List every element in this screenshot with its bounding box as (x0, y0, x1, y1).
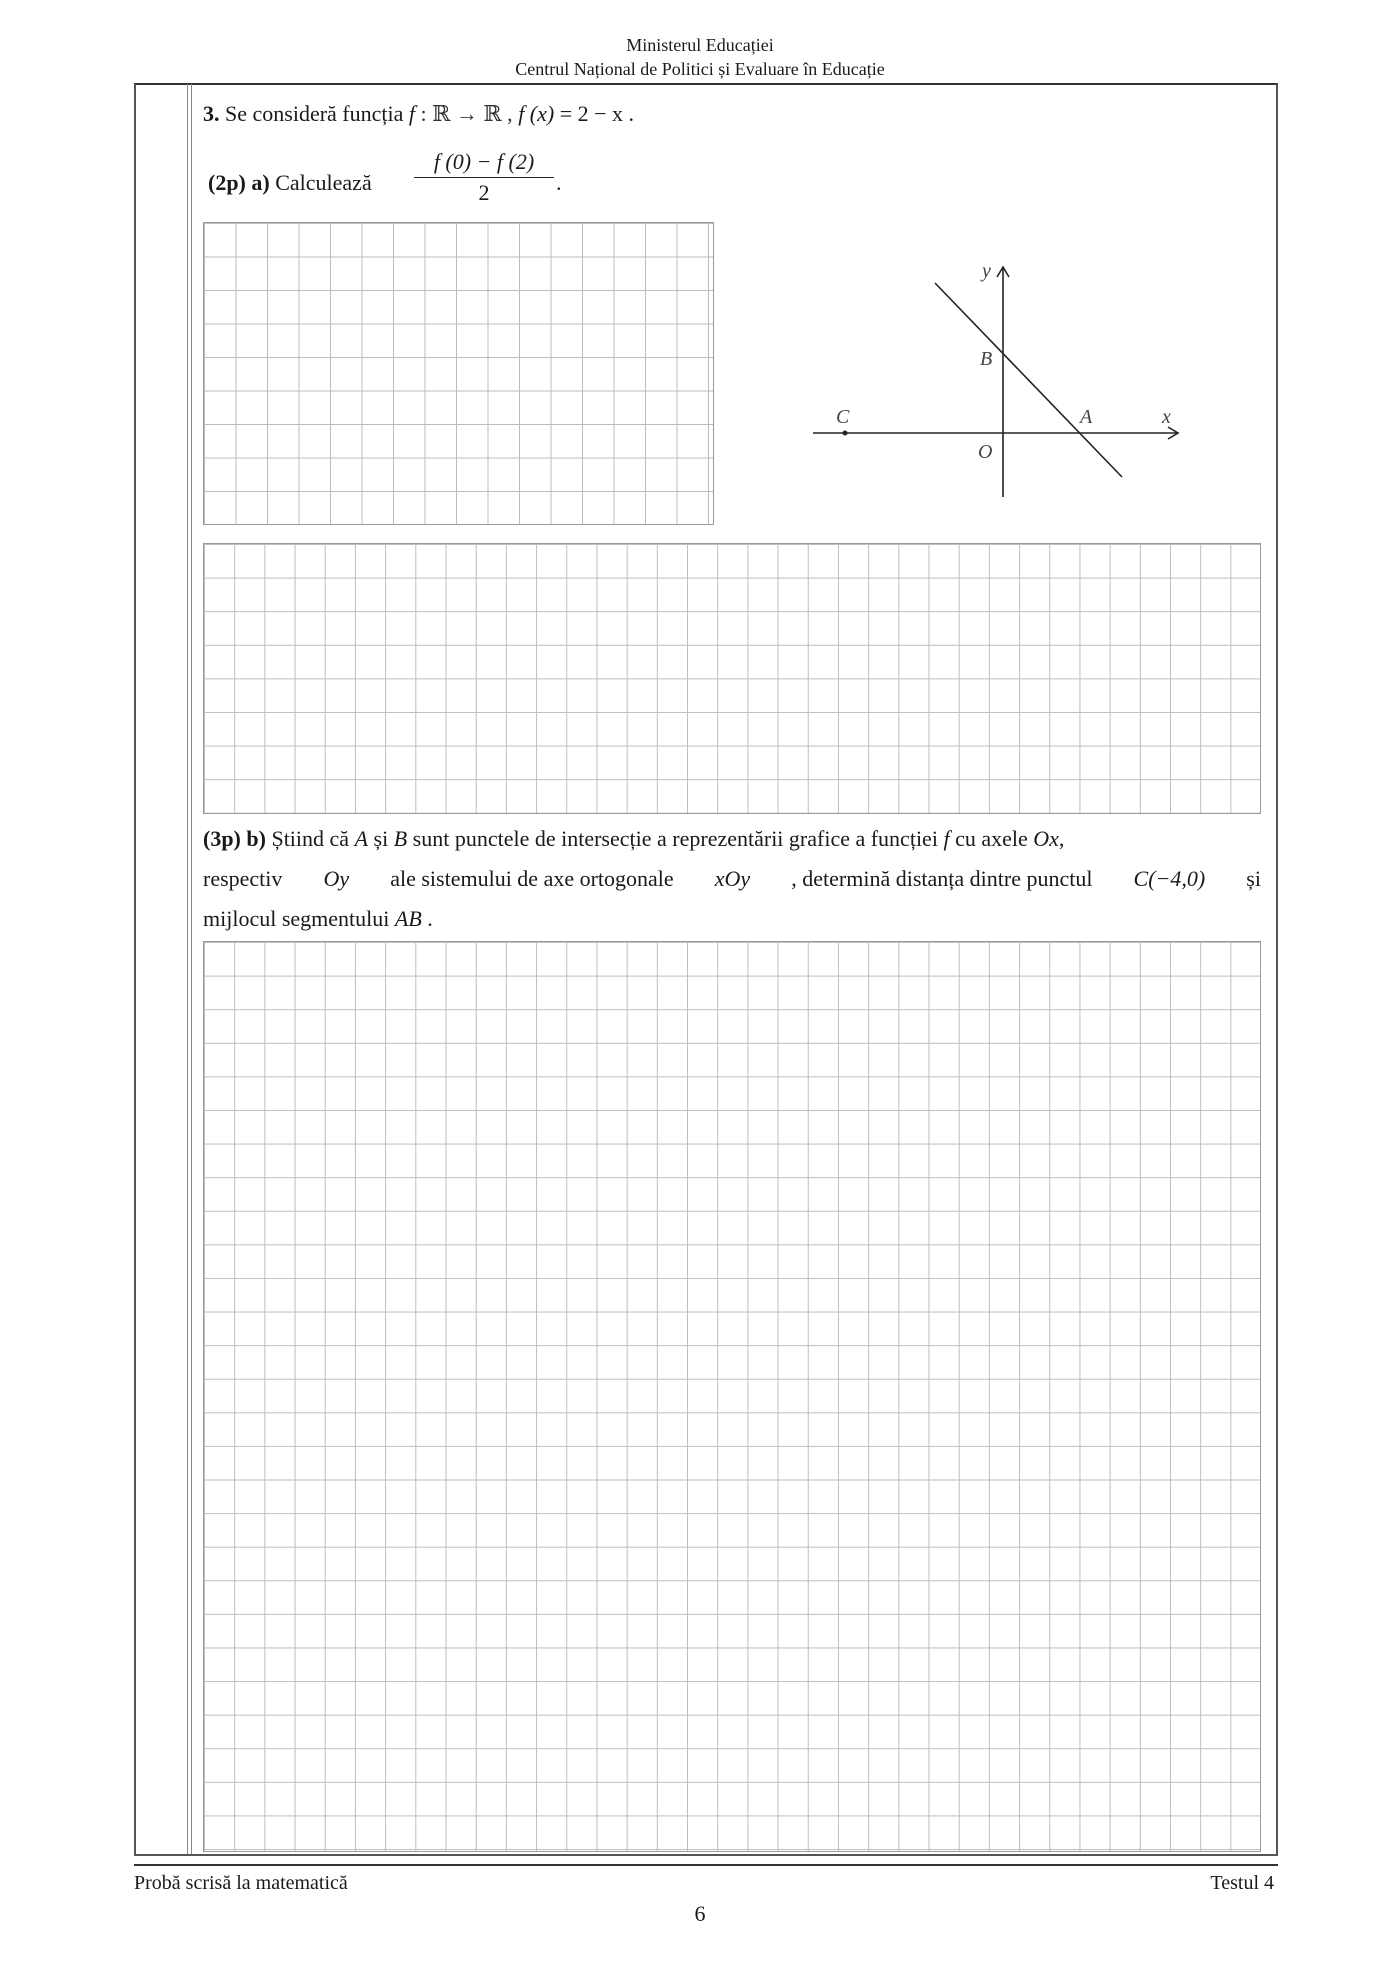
margin-line-inner (191, 84, 192, 1854)
function-domain: : ℝ → ℝ , (420, 101, 513, 126)
footer-test-number: Testul 4 (1210, 1872, 1274, 1894)
part-b-line2 (203, 866, 1261, 892)
part-a-end: . (556, 170, 562, 195)
function-rhs: = 2 − x . (559, 101, 635, 126)
punctuation: . (427, 906, 433, 931)
answer-grid-large[interactable] (203, 941, 1261, 1852)
label-y: y (982, 260, 991, 282)
label-A: A (1080, 406, 1093, 428)
part-b-text: , determină distanța dintre punctul (791, 866, 1093, 891)
conjunction: și (373, 826, 389, 851)
point-A: A (354, 826, 369, 851)
problem-intro: Se consideră funcția (225, 101, 404, 126)
label-B: B (980, 348, 993, 370)
part-b-line3 (203, 906, 433, 932)
function-lhs: f (x) (518, 101, 555, 126)
margin-line (187, 84, 188, 1854)
footer-divider (134, 1864, 1278, 1866)
point-B: B (393, 826, 408, 851)
function-graph-line (935, 283, 1122, 477)
function-name: f (943, 826, 950, 851)
axes-system: xOy (714, 866, 751, 891)
conjunction: și (1246, 866, 1261, 891)
fraction-bar (414, 177, 554, 178)
part-a-verb: Calculează (275, 170, 372, 195)
point-C-dot (843, 431, 848, 436)
part-a-fraction (414, 148, 554, 206)
footer-exam-name: Probă scrisă la matematică (134, 1872, 348, 1894)
part-b-letter: b) (246, 826, 266, 851)
part-a-prompt (208, 170, 372, 196)
function-name: f (408, 101, 415, 126)
coordinate-figure (800, 255, 1200, 505)
part-b-line1 (203, 826, 1064, 852)
label-C: C (836, 406, 850, 428)
punctuation: , (1058, 826, 1065, 851)
part-b-text: ale sistemului de axe ortogonale (390, 866, 674, 891)
header-center: Centrul Național de Politici și Evaluare în Educație (515, 59, 885, 79)
part-b-text: sunt punctele de intersecție a reprezentării grafice a funcției (412, 826, 938, 851)
part-b-points: (3p) (203, 826, 241, 851)
answer-grid-wide[interactable] (203, 543, 1261, 814)
part-b-text: respectiv (203, 866, 283, 891)
header-ministry: Ministerul Educației (626, 35, 774, 55)
axis-Ox: Ox (1033, 826, 1059, 851)
page-number: 6 (694, 1901, 706, 1926)
part-b-text: Știind că (271, 826, 350, 851)
fraction-numerator: f (0) − f (2) (433, 149, 535, 174)
label-x: x (1162, 406, 1171, 428)
answer-grid-small[interactable] (203, 222, 714, 525)
problem-number: 3. (203, 101, 220, 126)
fraction-denominator: 2 (478, 180, 490, 205)
part-b-text: mijlocul segmentului (203, 906, 390, 931)
segment-AB: AB (394, 906, 422, 931)
part-a-letter: a) (251, 170, 270, 195)
part-b-text: cu axele (955, 826, 1028, 851)
point-C: C(−4,0) (1133, 866, 1206, 891)
problem-statement (203, 101, 634, 127)
part-a-points: (2p) (208, 170, 246, 195)
label-O: O (978, 441, 993, 463)
axis-Oy: Oy (323, 866, 350, 891)
